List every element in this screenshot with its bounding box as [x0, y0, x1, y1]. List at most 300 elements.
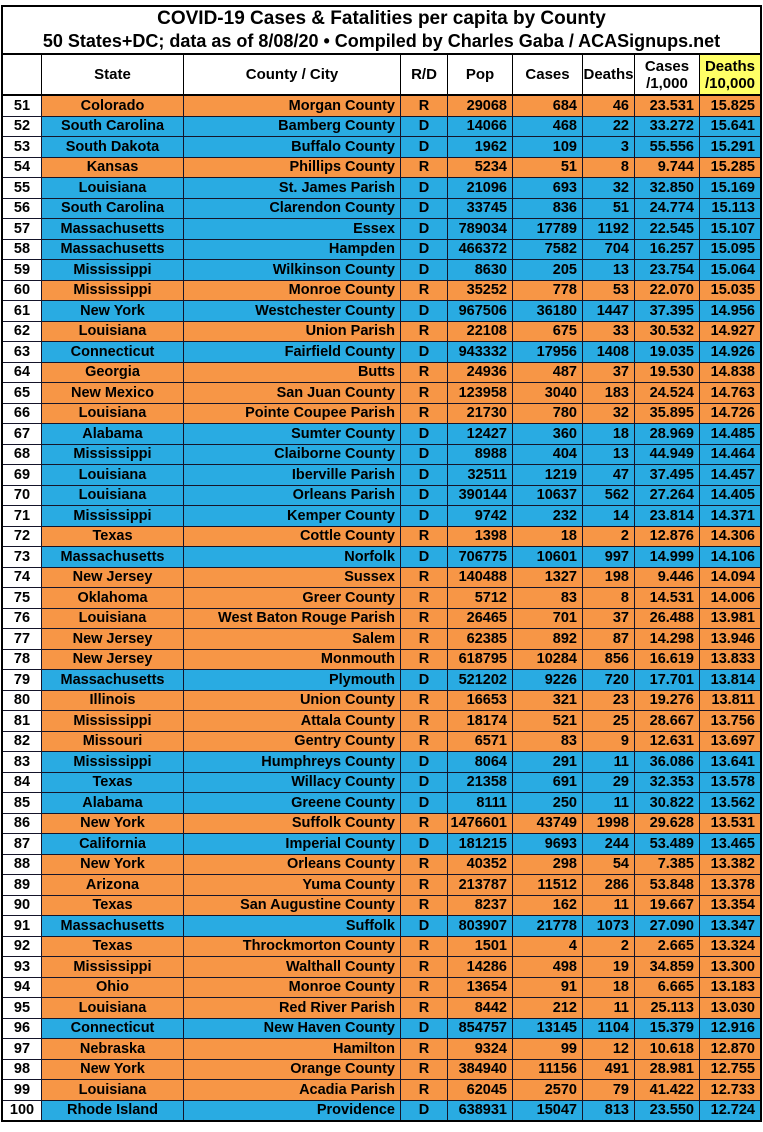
cell-state: Kansas — [41, 158, 183, 178]
cell-state: Massachusetts — [41, 670, 183, 690]
cell-party: R — [400, 937, 447, 957]
cell-deaths: 11 — [582, 793, 634, 813]
cell-deaths-per-10000: 13.833 — [699, 650, 760, 670]
header-cases-per-1000: Cases /1,000 — [634, 55, 699, 94]
cell-pop: 32511 — [447, 465, 512, 485]
table-row — [3, 116, 760, 137]
cell-party: D — [400, 465, 447, 485]
table-row — [3, 300, 760, 321]
cell-party: R — [400, 855, 447, 875]
cell-county-city: Monroe County — [183, 281, 400, 301]
cell-county-city: Throckmorton County — [183, 937, 400, 957]
cell-deaths-per-10000: 13.378 — [699, 875, 760, 895]
cell-rank: 86 — [3, 814, 41, 834]
cell-deaths: 13 — [582, 260, 634, 280]
cell-party: R — [400, 732, 447, 752]
cell-state: Ohio — [41, 978, 183, 998]
table-row — [3, 854, 760, 875]
cell-rank: 55 — [3, 178, 41, 198]
cell-deaths-per-10000: 13.697 — [699, 732, 760, 752]
cell-party: D — [400, 793, 447, 813]
cell-state: California — [41, 834, 183, 854]
cell-cases: 684 — [512, 96, 582, 116]
cell-party: D — [400, 301, 447, 321]
cell-state: Rhode Island — [41, 1101, 183, 1121]
table-row — [3, 464, 760, 485]
cell-state: Georgia — [41, 363, 183, 383]
cell-pop: 618795 — [447, 650, 512, 670]
table-row — [3, 915, 760, 936]
table-row — [3, 1018, 760, 1039]
cell-cases-per-1000: 33.272 — [634, 117, 699, 137]
cell-pop: 123958 — [447, 383, 512, 403]
cell-cases-per-1000: 19.667 — [634, 896, 699, 916]
cell-cases-per-1000: 19.276 — [634, 691, 699, 711]
cell-rank: 62 — [3, 322, 41, 342]
cell-deaths-per-10000: 14.927 — [699, 322, 760, 342]
cell-state: Mississippi — [41, 281, 183, 301]
cell-deaths-per-10000: 12.916 — [699, 1019, 760, 1039]
cell-rank: 82 — [3, 732, 41, 752]
cell-cases-per-1000: 16.619 — [634, 650, 699, 670]
cell-cases: 10637 — [512, 486, 582, 506]
cell-party: R — [400, 691, 447, 711]
header-deaths-per-10000: Deaths /10,000 — [699, 55, 760, 94]
cell-deaths: 18 — [582, 978, 634, 998]
cell-county-city: Monroe County — [183, 978, 400, 998]
cell-county-city: Monmouth — [183, 650, 400, 670]
cell-party: D — [400, 670, 447, 690]
cell-pop: 33745 — [447, 199, 512, 219]
cell-cases: 212 — [512, 998, 582, 1018]
cell-cases-per-1000: 14.298 — [634, 629, 699, 649]
cell-deaths: 13 — [582, 445, 634, 465]
cell-county-city: Willacy County — [183, 773, 400, 793]
cell-state: Mississippi — [41, 711, 183, 731]
cell-county-city: Providence — [183, 1101, 400, 1121]
cell-cases-per-1000: 23.550 — [634, 1101, 699, 1121]
cell-cases-per-1000: 53.489 — [634, 834, 699, 854]
cell-county-city: Red River Parish — [183, 998, 400, 1018]
cell-deaths: 2 — [582, 527, 634, 547]
cell-pop: 13654 — [447, 978, 512, 998]
cell-county-city: Gentry County — [183, 732, 400, 752]
cell-cases: 487 — [512, 363, 582, 383]
cell-cases: 701 — [512, 609, 582, 629]
cell-state: Louisiana — [41, 1080, 183, 1100]
cell-county-city: Acadia Parish — [183, 1080, 400, 1100]
table-row — [3, 936, 760, 957]
cell-county-city: Wilkinson County — [183, 260, 400, 280]
table-row — [3, 362, 760, 383]
cell-rank: 97 — [3, 1039, 41, 1059]
cell-party: D — [400, 506, 447, 526]
cell-cases-per-1000: 32.353 — [634, 773, 699, 793]
cell-rank: 77 — [3, 629, 41, 649]
cell-cases-per-1000: 26.488 — [634, 609, 699, 629]
table-row — [3, 423, 760, 444]
table-row — [3, 341, 760, 362]
cell-cases-per-1000: 30.822 — [634, 793, 699, 813]
table-row — [3, 1059, 760, 1080]
cell-rank: 87 — [3, 834, 41, 854]
cell-party: R — [400, 1060, 447, 1080]
cell-pop: 213787 — [447, 875, 512, 895]
table-row — [3, 546, 760, 567]
cell-rank: 75 — [3, 588, 41, 608]
cell-county-city: Cottle County — [183, 527, 400, 547]
cell-deaths: 87 — [582, 629, 634, 649]
header-state: State — [41, 55, 183, 94]
cell-deaths: 53 — [582, 281, 634, 301]
cell-cases: 404 — [512, 445, 582, 465]
cell-state: New York — [41, 855, 183, 875]
cell-party: R — [400, 875, 447, 895]
table-row — [3, 608, 760, 629]
cell-cases: 778 — [512, 281, 582, 301]
cell-deaths-per-10000: 14.956 — [699, 301, 760, 321]
cell-pop: 1962 — [447, 137, 512, 157]
cell-rank: 91 — [3, 916, 41, 936]
cell-cases-per-1000: 27.090 — [634, 916, 699, 936]
cell-deaths: 562 — [582, 486, 634, 506]
cell-deaths-per-10000: 13.641 — [699, 752, 760, 772]
cell-state: New York — [41, 301, 183, 321]
table-row — [3, 587, 760, 608]
table-row — [3, 874, 760, 895]
cell-deaths-per-10000: 15.035 — [699, 281, 760, 301]
cell-rank: 83 — [3, 752, 41, 772]
cell-deaths: 12 — [582, 1039, 634, 1059]
cell-deaths-per-10000: 14.006 — [699, 588, 760, 608]
cell-rank: 69 — [3, 465, 41, 485]
cell-deaths: 198 — [582, 568, 634, 588]
cell-rank: 53 — [3, 137, 41, 157]
cell-cases: 232 — [512, 506, 582, 526]
cell-deaths-per-10000: 14.838 — [699, 363, 760, 383]
cell-county-city: San Juan County — [183, 383, 400, 403]
cell-party: R — [400, 978, 447, 998]
cell-deaths: 1073 — [582, 916, 634, 936]
cell-county-city: Suffolk County — [183, 814, 400, 834]
cell-rank: 94 — [3, 978, 41, 998]
cell-cases: 250 — [512, 793, 582, 813]
cell-pop: 16653 — [447, 691, 512, 711]
cell-pop: 521202 — [447, 670, 512, 690]
cell-state: Louisiana — [41, 465, 183, 485]
cell-deaths-per-10000: 15.291 — [699, 137, 760, 157]
table-row — [3, 444, 760, 465]
cell-cases: 675 — [512, 322, 582, 342]
cell-party: D — [400, 834, 447, 854]
cell-pop: 8237 — [447, 896, 512, 916]
cell-county-city: St. James Parish — [183, 178, 400, 198]
cell-pop: 12427 — [447, 424, 512, 444]
table-row — [3, 833, 760, 854]
table-row — [3, 485, 760, 506]
cell-state: Massachusetts — [41, 219, 183, 239]
table-row — [3, 1100, 760, 1121]
cell-party: R — [400, 96, 447, 116]
cell-county-city: Fairfield County — [183, 342, 400, 362]
cell-deaths-per-10000: 15.825 — [699, 96, 760, 116]
cell-cases: 1327 — [512, 568, 582, 588]
cell-party: D — [400, 547, 447, 567]
table-row — [3, 239, 760, 260]
cell-cases-per-1000: 22.545 — [634, 219, 699, 239]
table-row — [3, 813, 760, 834]
cell-state: Louisiana — [41, 178, 183, 198]
cell-rank: 52 — [3, 117, 41, 137]
cell-cases-per-1000: 19.035 — [634, 342, 699, 362]
cell-party: R — [400, 650, 447, 670]
cell-pop: 24936 — [447, 363, 512, 383]
cell-cases-per-1000: 29.628 — [634, 814, 699, 834]
cell-county-city: San Augustine County — [183, 896, 400, 916]
table-row — [3, 526, 760, 547]
cell-county-city: Morgan County — [183, 96, 400, 116]
cell-deaths-per-10000: 13.814 — [699, 670, 760, 690]
table-row — [3, 218, 760, 239]
cell-pop: 638931 — [447, 1101, 512, 1121]
cell-pop: 18174 — [447, 711, 512, 731]
cell-deaths-per-10000: 14.094 — [699, 568, 760, 588]
cell-county-city: Kemper County — [183, 506, 400, 526]
cell-cases: 321 — [512, 691, 582, 711]
cell-cases-per-1000: 16.257 — [634, 240, 699, 260]
table-row — [3, 731, 760, 752]
cell-deaths-per-10000: 13.300 — [699, 957, 760, 977]
cell-cases: 521 — [512, 711, 582, 731]
cell-deaths-per-10000: 15.095 — [699, 240, 760, 260]
cell-rank: 96 — [3, 1019, 41, 1039]
cell-pop: 967506 — [447, 301, 512, 321]
cell-rank: 93 — [3, 957, 41, 977]
cell-deaths: 11 — [582, 998, 634, 1018]
table-row — [3, 997, 760, 1018]
cell-cases: 360 — [512, 424, 582, 444]
cell-county-city: Attala County — [183, 711, 400, 731]
cell-deaths: 1192 — [582, 219, 634, 239]
cell-rank: 95 — [3, 998, 41, 1018]
cell-cases-per-1000: 19.530 — [634, 363, 699, 383]
cell-state: Texas — [41, 773, 183, 793]
cell-rank: 56 — [3, 199, 41, 219]
table-title: COVID-19 Cases & Fatalities per capita by County — [157, 8, 606, 29]
cell-pop: 26465 — [447, 609, 512, 629]
cell-deaths: 3 — [582, 137, 634, 157]
cell-pop: 29068 — [447, 96, 512, 116]
cell-rank: 74 — [3, 568, 41, 588]
cell-county-city: Salem — [183, 629, 400, 649]
cell-state: Alabama — [41, 424, 183, 444]
cell-pop: 9742 — [447, 506, 512, 526]
cell-deaths: 37 — [582, 609, 634, 629]
cell-cases-per-1000: 37.395 — [634, 301, 699, 321]
cell-cases: 18 — [512, 527, 582, 547]
cell-cases: 9226 — [512, 670, 582, 690]
cell-party: R — [400, 158, 447, 178]
cell-pop: 8064 — [447, 752, 512, 772]
cell-deaths-per-10000: 13.382 — [699, 855, 760, 875]
cell-deaths: 11 — [582, 896, 634, 916]
cell-cases-per-1000: 27.264 — [634, 486, 699, 506]
cell-cases: 291 — [512, 752, 582, 772]
cell-cases: 2570 — [512, 1080, 582, 1100]
cell-cases: 3040 — [512, 383, 582, 403]
cell-cases: 9693 — [512, 834, 582, 854]
cell-state: Louisiana — [41, 486, 183, 506]
cell-deaths: 11 — [582, 752, 634, 772]
cell-deaths: 720 — [582, 670, 634, 690]
cell-cases-per-1000: 15.379 — [634, 1019, 699, 1039]
cell-party: D — [400, 1101, 447, 1121]
cell-county-city: New Haven County — [183, 1019, 400, 1039]
cell-deaths: 704 — [582, 240, 634, 260]
covid-county-table — [1, 5, 762, 1122]
cell-party: D — [400, 424, 447, 444]
cell-county-city: Orange County — [183, 1060, 400, 1080]
cell-rank: 68 — [3, 445, 41, 465]
cell-county-city: Humphreys County — [183, 752, 400, 772]
cell-cases: 691 — [512, 773, 582, 793]
cell-cases-per-1000: 17.701 — [634, 670, 699, 690]
cell-cases: 205 — [512, 260, 582, 280]
cell-state: Texas — [41, 527, 183, 547]
cell-county-city: Norfolk — [183, 547, 400, 567]
cell-county-city: Yuma County — [183, 875, 400, 895]
cell-cases: 15047 — [512, 1101, 582, 1121]
cell-party: R — [400, 896, 447, 916]
table-row — [3, 669, 760, 690]
cell-pop: 854757 — [447, 1019, 512, 1039]
cell-cases-per-1000: 44.949 — [634, 445, 699, 465]
cell-deaths: 22 — [582, 117, 634, 137]
cell-rank: 81 — [3, 711, 41, 731]
cell-rank: 51 — [3, 96, 41, 116]
cell-state: Illinois — [41, 691, 183, 711]
cell-cases-per-1000: 37.495 — [634, 465, 699, 485]
cell-county-city: Union Parish — [183, 322, 400, 342]
cell-cases-per-1000: 2.665 — [634, 937, 699, 957]
cell-cases: 10601 — [512, 547, 582, 567]
cell-cases: 693 — [512, 178, 582, 198]
cell-party: R — [400, 322, 447, 342]
table-row — [3, 649, 760, 670]
cell-cases-per-1000: 23.814 — [634, 506, 699, 526]
cell-deaths: 32 — [582, 404, 634, 424]
table-row — [3, 1038, 760, 1059]
cell-cases-per-1000: 28.667 — [634, 711, 699, 731]
cell-pop: 62385 — [447, 629, 512, 649]
cell-deaths: 997 — [582, 547, 634, 567]
header-pop: Pop — [447, 55, 512, 94]
cell-cases: 498 — [512, 957, 582, 977]
cell-county-city: West Baton Rouge Parish — [183, 609, 400, 629]
table-subtitle: 50 States+DC; data as of 8/08/20 • Compiled by Charles Gaba / ACASignups.net — [42, 31, 721, 51]
cell-cases: 298 — [512, 855, 582, 875]
cell-cases: 780 — [512, 404, 582, 424]
cell-pop: 943332 — [447, 342, 512, 362]
cell-deaths: 23 — [582, 691, 634, 711]
cell-party: D — [400, 916, 447, 936]
cell-deaths-per-10000: 13.981 — [699, 609, 760, 629]
table-row — [3, 136, 760, 157]
cell-deaths-per-10000: 14.485 — [699, 424, 760, 444]
cell-deaths-per-10000: 13.030 — [699, 998, 760, 1018]
cell-party: R — [400, 404, 447, 424]
header-county-city: County / City — [183, 55, 400, 94]
cell-rank: 57 — [3, 219, 41, 239]
cell-deaths: 19 — [582, 957, 634, 977]
cell-rank: 70 — [3, 486, 41, 506]
cell-cases: 91 — [512, 978, 582, 998]
cell-cases-per-1000: 12.631 — [634, 732, 699, 752]
cell-party: R — [400, 568, 447, 588]
cell-state: Mississippi — [41, 752, 183, 772]
cell-state: Massachusetts — [41, 916, 183, 936]
cell-deaths: 54 — [582, 855, 634, 875]
cell-party: D — [400, 773, 447, 793]
cell-pop: 390144 — [447, 486, 512, 506]
cell-deaths-per-10000: 14.457 — [699, 465, 760, 485]
cell-deaths: 14 — [582, 506, 634, 526]
cell-deaths-per-10000: 15.641 — [699, 117, 760, 137]
cell-deaths-per-10000: 12.733 — [699, 1080, 760, 1100]
cell-cases: 17956 — [512, 342, 582, 362]
cell-state: Massachusetts — [41, 547, 183, 567]
cell-cases: 17789 — [512, 219, 582, 239]
cell-deaths-per-10000: 14.926 — [699, 342, 760, 362]
cell-party: D — [400, 178, 447, 198]
cell-deaths-per-10000: 13.562 — [699, 793, 760, 813]
cell-state: New York — [41, 814, 183, 834]
cell-party: R — [400, 588, 447, 608]
cell-deaths-per-10000: 13.811 — [699, 691, 760, 711]
table-row — [3, 198, 760, 219]
cell-pop: 21358 — [447, 773, 512, 793]
cell-deaths: 1447 — [582, 301, 634, 321]
cell-party: D — [400, 260, 447, 280]
table-row — [3, 177, 760, 198]
cell-pop: 789034 — [447, 219, 512, 239]
cell-deaths: 1408 — [582, 342, 634, 362]
cell-rank: 98 — [3, 1060, 41, 1080]
cell-county-city: Claiborne County — [183, 445, 400, 465]
table-row — [3, 690, 760, 711]
cell-pop: 803907 — [447, 916, 512, 936]
cell-party: R — [400, 957, 447, 977]
cell-state: Arizona — [41, 875, 183, 895]
cell-rank: 61 — [3, 301, 41, 321]
cell-pop: 8630 — [447, 260, 512, 280]
cell-deaths-per-10000: 13.465 — [699, 834, 760, 854]
cell-party: R — [400, 814, 447, 834]
cell-rank: 73 — [3, 547, 41, 567]
cell-deaths: 8 — [582, 588, 634, 608]
table-row — [3, 956, 760, 977]
cell-party: D — [400, 137, 447, 157]
cell-pop: 181215 — [447, 834, 512, 854]
table-row — [3, 792, 760, 813]
cell-state: Alabama — [41, 793, 183, 813]
cell-cases: 83 — [512, 732, 582, 752]
cell-state: South Dakota — [41, 137, 183, 157]
cell-cases-per-1000: 14.531 — [634, 588, 699, 608]
cell-cases: 43749 — [512, 814, 582, 834]
cell-rank: 80 — [3, 691, 41, 711]
cell-pop: 5712 — [447, 588, 512, 608]
